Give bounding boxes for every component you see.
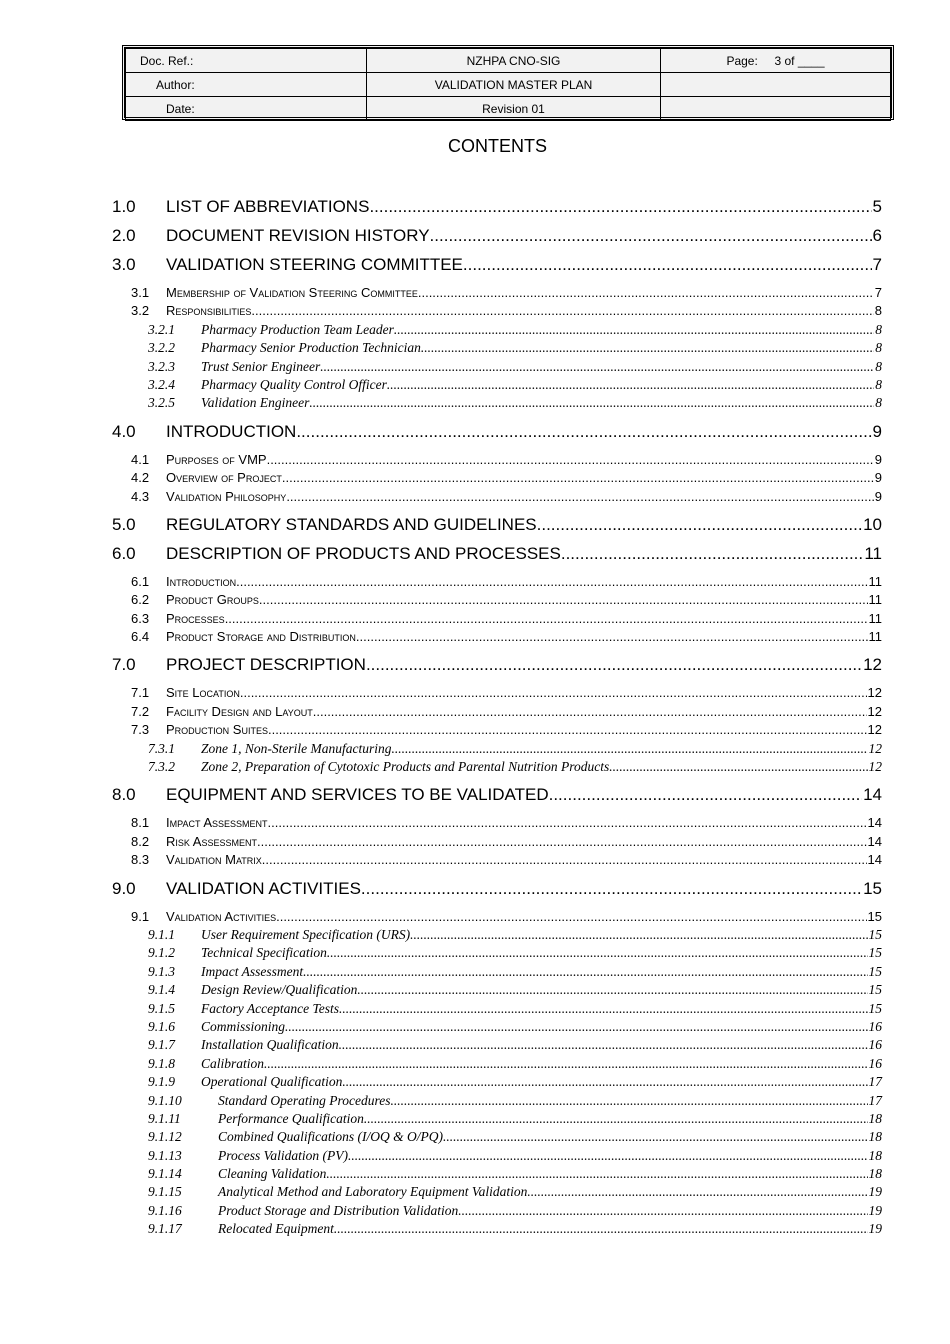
header-table [125, 48, 891, 121]
toc-leader-dots [309, 395, 874, 411]
toc-entry-number: 2.0 [112, 226, 136, 245]
toc-leader-dots [267, 452, 874, 467]
toc-entry-title: Cleaning Validation [218, 1166, 327, 1182]
toc-entry[interactable] [112, 927, 882, 945]
toc-entry[interactable] [112, 759, 882, 777]
toc-entry-number: 8.2 [131, 833, 150, 849]
toc-entry-title: Pharmacy Senior Production Technician [201, 340, 421, 356]
toc-entry-number: 7.3.1 [148, 740, 175, 756]
toc-entry-title: Pharmacy Production Team Leader [201, 321, 394, 337]
toc-entry-title: Performance Qualification [218, 1110, 364, 1126]
toc-entry[interactable] [112, 834, 882, 852]
toc-entry-number: 3.1 [131, 285, 150, 300]
toc-entry[interactable] [112, 1093, 882, 1111]
toc-entry-page: 5 [872, 197, 882, 216]
toc-entry-number: 6.0 [112, 543, 136, 563]
toc-entry-title: VALIDATION ACTIVITIES [166, 878, 361, 898]
toc-entry[interactable] [112, 574, 882, 592]
toc-entry-number: 3.2.5 [148, 395, 175, 411]
toc-entry-title: Standard Operating Procedures [218, 1092, 391, 1108]
toc-leader-dots [286, 489, 873, 504]
toc-entry-title: Operational Qualification [201, 1074, 343, 1090]
toc-leader-dots [251, 303, 873, 318]
toc-entry-title: Commissioning [201, 1018, 286, 1034]
toc-entry-page: 11 [868, 573, 882, 589]
toc-entry-number: 6.1 [131, 573, 150, 589]
toc-leader-dots [418, 285, 874, 300]
toc-entry[interactable] [112, 285, 882, 303]
toc-entry[interactable] [112, 592, 882, 610]
toc-entry-number: 7.3.2 [148, 759, 175, 775]
toc-entry-title: Validation Philosophy [166, 488, 287, 504]
toc-entry-page: 11 [868, 610, 882, 626]
toc-entry-page: 12 [863, 655, 882, 675]
toc-entry-page: 7 [874, 285, 882, 300]
toc-entry[interactable] [112, 629, 882, 647]
toc-entry-page: 10 [863, 514, 882, 534]
toc-entry-page: 17 [868, 1092, 882, 1108]
toc-entry-number: 7.2 [131, 703, 150, 719]
toc-leader-dots [268, 722, 867, 737]
toc-entry-title: DOCUMENT REVISION HISTORY [166, 226, 430, 245]
author-value-cell [661, 73, 891, 97]
toc-entry[interactable] [112, 655, 882, 679]
date-value-cell [661, 97, 891, 121]
toc-entry-title: Overview of Project [166, 470, 282, 486]
toc-entry-number: 9.1.17 [148, 1221, 182, 1237]
page-title: CONTENTS [448, 136, 547, 156]
toc-entry-number: 9.1.10 [148, 1092, 182, 1108]
toc-leader-dots [361, 879, 862, 899]
toc-entry-title: Product Storage and Distribution Validation [218, 1202, 459, 1218]
toc-entry[interactable] [112, 1037, 882, 1055]
toc-entry-page: 18 [868, 1166, 882, 1182]
toc-entry-page: 8 [874, 303, 882, 319]
toc-entry[interactable] [112, 611, 882, 629]
toc-entry-page: 16 [868, 1037, 882, 1053]
toc-leader-dots [327, 945, 868, 961]
toc-entry-title: Purposes of VMP [166, 451, 267, 467]
toc-entry-page: 12 [867, 685, 882, 701]
toc-entry-title: PROJECT DESCRIPTION [166, 655, 366, 675]
toc-entry[interactable] [112, 226, 882, 250]
toc-entry-page: 6 [872, 226, 882, 245]
toc-entry-number: 3.2.1 [148, 321, 175, 337]
toc-entry-page: 15 [868, 963, 882, 979]
toc-entry-number: 8.1 [131, 815, 150, 831]
toc-entry[interactable] [112, 785, 882, 809]
toc-entry-number: 9.1.2 [148, 945, 175, 961]
toc-entry-page: 16 [868, 1018, 882, 1034]
toc-entry-page: 9 [872, 421, 882, 441]
toc-entry[interactable] [112, 197, 882, 221]
toc-entry-number: 9.1.8 [148, 1055, 175, 1071]
toc-entry-title: Technical Specification [201, 945, 327, 961]
toc-leader-dots [303, 964, 867, 980]
toc-entry-number: 6.4 [131, 629, 150, 645]
toc-entry-page: 18 [868, 1110, 882, 1126]
author-label: Author: [126, 73, 367, 97]
toc-leader-dots [561, 544, 864, 564]
toc-entry-number: 6.2 [131, 592, 150, 608]
toc-entry[interactable] [112, 1148, 882, 1166]
toc-entry-title: VALIDATION STEERING COMMITTEE [166, 255, 463, 274]
toc-entry[interactable] [112, 1166, 882, 1184]
toc-entry-title: Product Storage and Distribution [166, 629, 356, 645]
toc-leader-dots [285, 1019, 867, 1035]
toc-entry-title: Trust Senior Engineer [201, 358, 321, 374]
toc-leader-dots [257, 834, 867, 849]
toc-entry-title: Risk Assessment [166, 833, 257, 849]
toc-entry-title: Combined Qualifications (I/OQ & O/PQ) [218, 1129, 443, 1145]
toc-entry-number: 8.0 [112, 785, 136, 805]
toc-entry-page: 17 [868, 1074, 882, 1090]
toc-entry-page: 14 [867, 852, 882, 868]
toc-leader-dots [240, 685, 867, 700]
toc-entry-number: 9.1.6 [148, 1018, 175, 1034]
toc-leader-dots [364, 1111, 868, 1127]
doc-ref-label: Doc. Ref.: [126, 49, 367, 73]
toc-entry[interactable] [112, 470, 882, 488]
toc-entry-page: 14 [863, 785, 882, 805]
toc-entry-number: 3.2 [131, 303, 150, 319]
toc-entry[interactable] [112, 815, 882, 833]
toc-entry-number: 9.1.11 [148, 1110, 181, 1126]
toc-entry-page: 8 [875, 340, 882, 356]
toc-entry[interactable] [112, 1221, 882, 1239]
toc-entry-page: 9 [874, 470, 882, 486]
toc-leader-dots [296, 422, 871, 442]
toc-entry[interactable] [112, 909, 882, 927]
toc-entry-title: Validation Activities [166, 908, 277, 924]
toc-entry-page: 15 [867, 908, 882, 924]
toc-entry-page: 15 [868, 982, 882, 998]
toc-entry-page: 15 [868, 926, 882, 942]
toc-leader-dots [527, 1184, 867, 1200]
toc-entry[interactable] [112, 982, 882, 1000]
toc-entry[interactable] [112, 1074, 882, 1092]
toc-leader-dots [259, 592, 868, 607]
toc-entry-title: EQUIPMENT AND SERVICES TO BE VALIDATED [166, 785, 549, 805]
toc-leader-dots [264, 1056, 867, 1072]
toc-entry-page: 18 [868, 1147, 882, 1163]
toc-entry-number: 9.1.9 [148, 1074, 175, 1090]
toc-entry-number: 9.1.4 [148, 982, 175, 998]
toc-leader-dots [390, 1093, 867, 1109]
toc-entry-title: Membership of Validation Steering Committee [166, 285, 418, 300]
toc-entry-title: Facility Design and Layout [166, 703, 313, 719]
toc-entry-number: 5.0 [112, 514, 136, 534]
toc-entry-number: 3.0 [112, 255, 136, 274]
toc-entry-number: 3.2.4 [148, 376, 175, 392]
toc-leader-dots [225, 611, 868, 626]
toc-entry-number: 4.1 [131, 451, 150, 467]
toc-leader-dots [262, 852, 867, 867]
toc-entry-page: 8 [875, 358, 882, 374]
document-title: VALIDATION MASTER PLAN [367, 73, 661, 97]
toc-entry[interactable] [112, 377, 882, 395]
toc-entry-page: 12 [867, 722, 882, 738]
toc-entry[interactable] [112, 515, 882, 539]
toc-entry-number: 9.0 [112, 878, 136, 898]
toc-leader-dots [366, 655, 862, 675]
toc-entry-title: Responsibilities [166, 303, 252, 319]
toc-entry-page: 12 [867, 703, 882, 719]
toc-leader-dots [394, 322, 874, 338]
toc-entry[interactable] [112, 255, 882, 279]
toc-leader-dots [236, 574, 867, 589]
toc-entry[interactable] [112, 704, 882, 722]
toc-entry[interactable] [112, 1019, 882, 1037]
toc-entry-title: Pharmacy Quality Control Officer [201, 376, 387, 392]
toc-entry-title: Process Validation (PV) [218, 1147, 348, 1163]
page-label: Page: [726, 53, 758, 68]
page-cell [661, 49, 891, 73]
toc-leader-dots [537, 515, 862, 535]
toc-leader-dots [348, 1148, 868, 1164]
toc-leader-dots [339, 1001, 868, 1017]
toc-entry[interactable] [112, 741, 882, 759]
toc-leader-dots [326, 1166, 867, 1182]
toc-entry-page: 15 [868, 945, 882, 961]
toc-entry[interactable] [112, 395, 882, 413]
toc-entry[interactable] [112, 852, 882, 870]
toc-entry-title: Processes [166, 610, 225, 626]
toc-leader-dots [458, 1203, 867, 1219]
toc-entry-page: 11 [864, 543, 882, 563]
date-label: Date: [126, 97, 367, 121]
org-name: NZHPA CNO-SIG [367, 49, 661, 73]
toc-entry-title: User Requirement Specification (URS) [201, 926, 411, 942]
toc-entry-page: 8 [875, 376, 882, 392]
toc-entry-page: 19 [868, 1221, 882, 1237]
toc-entry-page: 14 [867, 833, 882, 849]
toc-entry-title: Calibration [201, 1055, 265, 1071]
toc-entry-page: 19 [868, 1202, 882, 1218]
toc-leader-dots [391, 741, 867, 757]
toc-entry-page: 8 [875, 321, 882, 337]
toc-entry-title: Relocated Equipment [218, 1221, 334, 1237]
toc-entry-page: 11 [868, 629, 882, 645]
toc-entry-title: Product Groups [166, 592, 259, 608]
toc-entry-number: 7.0 [112, 655, 136, 675]
toc-entry-title: Zone 1, Non-Sterile Manufacturing [201, 740, 392, 756]
toc-entry-number: 6.3 [131, 610, 150, 626]
toc-entry[interactable] [112, 1001, 882, 1019]
toc-entry-title: Site Location [166, 685, 240, 701]
toc-leader-dots [549, 785, 862, 805]
toc-entry[interactable] [112, 879, 882, 903]
toc-entry-title: Installation Qualification [201, 1037, 339, 1053]
toc-leader-dots [320, 359, 874, 375]
toc-leader-dots [334, 1221, 868, 1237]
toc-entry[interactable] [112, 340, 882, 358]
toc-entry-number: 9.1.12 [148, 1129, 182, 1145]
toc-entry-page: 15 [868, 1000, 882, 1016]
toc-entry-page: 19 [868, 1184, 882, 1200]
toc-leader-dots [313, 704, 867, 719]
toc-entry[interactable] [112, 722, 882, 740]
toc-leader-dots [387, 377, 874, 393]
toc-leader-dots [430, 226, 872, 246]
toc-entry-number: 9.1.1 [148, 926, 175, 942]
toc-entry[interactable] [112, 964, 882, 982]
toc-entry-number: 4.2 [131, 470, 150, 486]
toc-entry-title: Introduction [166, 573, 237, 589]
toc-entry[interactable] [112, 685, 882, 703]
toc-entry[interactable] [112, 322, 882, 340]
toc-leader-dots [268, 815, 867, 830]
toc-entry[interactable] [112, 1129, 882, 1147]
toc-entry-title: INTRODUCTION [166, 421, 297, 441]
toc-leader-dots [410, 927, 867, 943]
toc-entry-title: Impact Assessment [201, 963, 304, 979]
toc-entry-page: 18 [868, 1129, 882, 1145]
toc-entry-page: 8 [875, 395, 882, 411]
toc-entry-number: 4.0 [112, 421, 136, 441]
toc-entry[interactable] [112, 1111, 882, 1129]
toc-entry[interactable] [112, 359, 882, 377]
toc-leader-dots [609, 759, 867, 775]
toc-entry-number: 9.1.16 [148, 1202, 182, 1218]
toc-entry[interactable] [112, 1203, 882, 1221]
toc-entry-title: Impact Assessment [166, 815, 268, 831]
toc-entry-number: 9.1.15 [148, 1184, 182, 1200]
toc-leader-dots [463, 255, 872, 275]
toc-entry-number: 9.1.5 [148, 1000, 175, 1016]
toc-entry-page: 9 [874, 451, 882, 467]
toc-entry-page: 7 [872, 255, 882, 274]
page-value: 3 of ____ [774, 53, 825, 68]
table-of-contents [112, 192, 882, 1240]
toc-entry-title: REGULATORY STANDARDS AND GUIDELINES [166, 514, 537, 534]
toc-entry-title: Production Suites [166, 722, 268, 738]
toc-entry[interactable] [112, 303, 882, 321]
toc-leader-dots [342, 1074, 867, 1090]
toc-entry[interactable] [112, 945, 882, 963]
toc-entry[interactable] [112, 489, 882, 507]
revision: Revision 01 [367, 97, 661, 121]
toc-leader-dots [282, 470, 874, 485]
toc-entry-page: 12 [868, 740, 882, 756]
toc-entry-number: 8.3 [131, 852, 150, 868]
toc-entry[interactable] [112, 544, 882, 568]
toc-entry[interactable] [112, 1056, 882, 1074]
toc-entry[interactable] [112, 1184, 882, 1202]
toc-entry-title: Validation Matrix [166, 852, 262, 868]
toc-leader-dots [369, 197, 871, 217]
toc-entry-number: 3.2.3 [148, 358, 175, 374]
toc-leader-dots [357, 982, 867, 998]
toc-entry-title: LIST OF ABBREVIATIONS [166, 197, 370, 216]
toc-entry-page: 12 [868, 759, 882, 775]
toc-entry-number: 3.2.2 [148, 340, 175, 356]
toc-entry-page: 14 [867, 815, 882, 831]
toc-entry-page: 16 [868, 1055, 882, 1071]
toc-entry-title: DESCRIPTION OF PRODUCTS AND PROCESSES [166, 543, 561, 563]
toc-entry[interactable] [112, 452, 882, 470]
toc-entry-page: 11 [868, 592, 882, 608]
toc-entry-title: Validation Engineer [201, 395, 310, 411]
toc-entry-page: 15 [863, 878, 882, 898]
toc-entry-number: 4.3 [131, 488, 150, 504]
toc-entry-number: 9.1 [131, 908, 150, 924]
toc-entry-title: Factory Acceptance Tests [201, 1000, 339, 1016]
toc-entry-title: Analytical Method and Laboratory Equipment Validation [218, 1184, 528, 1200]
toc-entry-number: 7.1 [131, 685, 150, 701]
toc-entry-number: 7.3 [131, 722, 150, 738]
toc-entry-number: 9.1.7 [148, 1037, 175, 1053]
toc-leader-dots [421, 340, 874, 356]
toc-entry-number: 9.1.14 [148, 1166, 182, 1182]
toc-leader-dots [356, 629, 868, 644]
toc-entry-number: 1.0 [112, 197, 136, 216]
document-header [122, 45, 894, 120]
toc-leader-dots [276, 909, 866, 924]
toc-entry[interactable] [112, 422, 882, 446]
toc-entry-number: 9.1.3 [148, 963, 175, 979]
toc-leader-dots [339, 1037, 868, 1053]
toc-entry-title: Zone 2, Preparation of Cytotoxic Products and Parental Nutrition Products [201, 759, 610, 775]
toc-entry-number: 9.1.13 [148, 1147, 182, 1163]
toc-entry-page: 9 [874, 488, 882, 504]
toc-leader-dots [443, 1129, 868, 1145]
toc-entry-title: Design Review/Qualification [201, 982, 358, 998]
